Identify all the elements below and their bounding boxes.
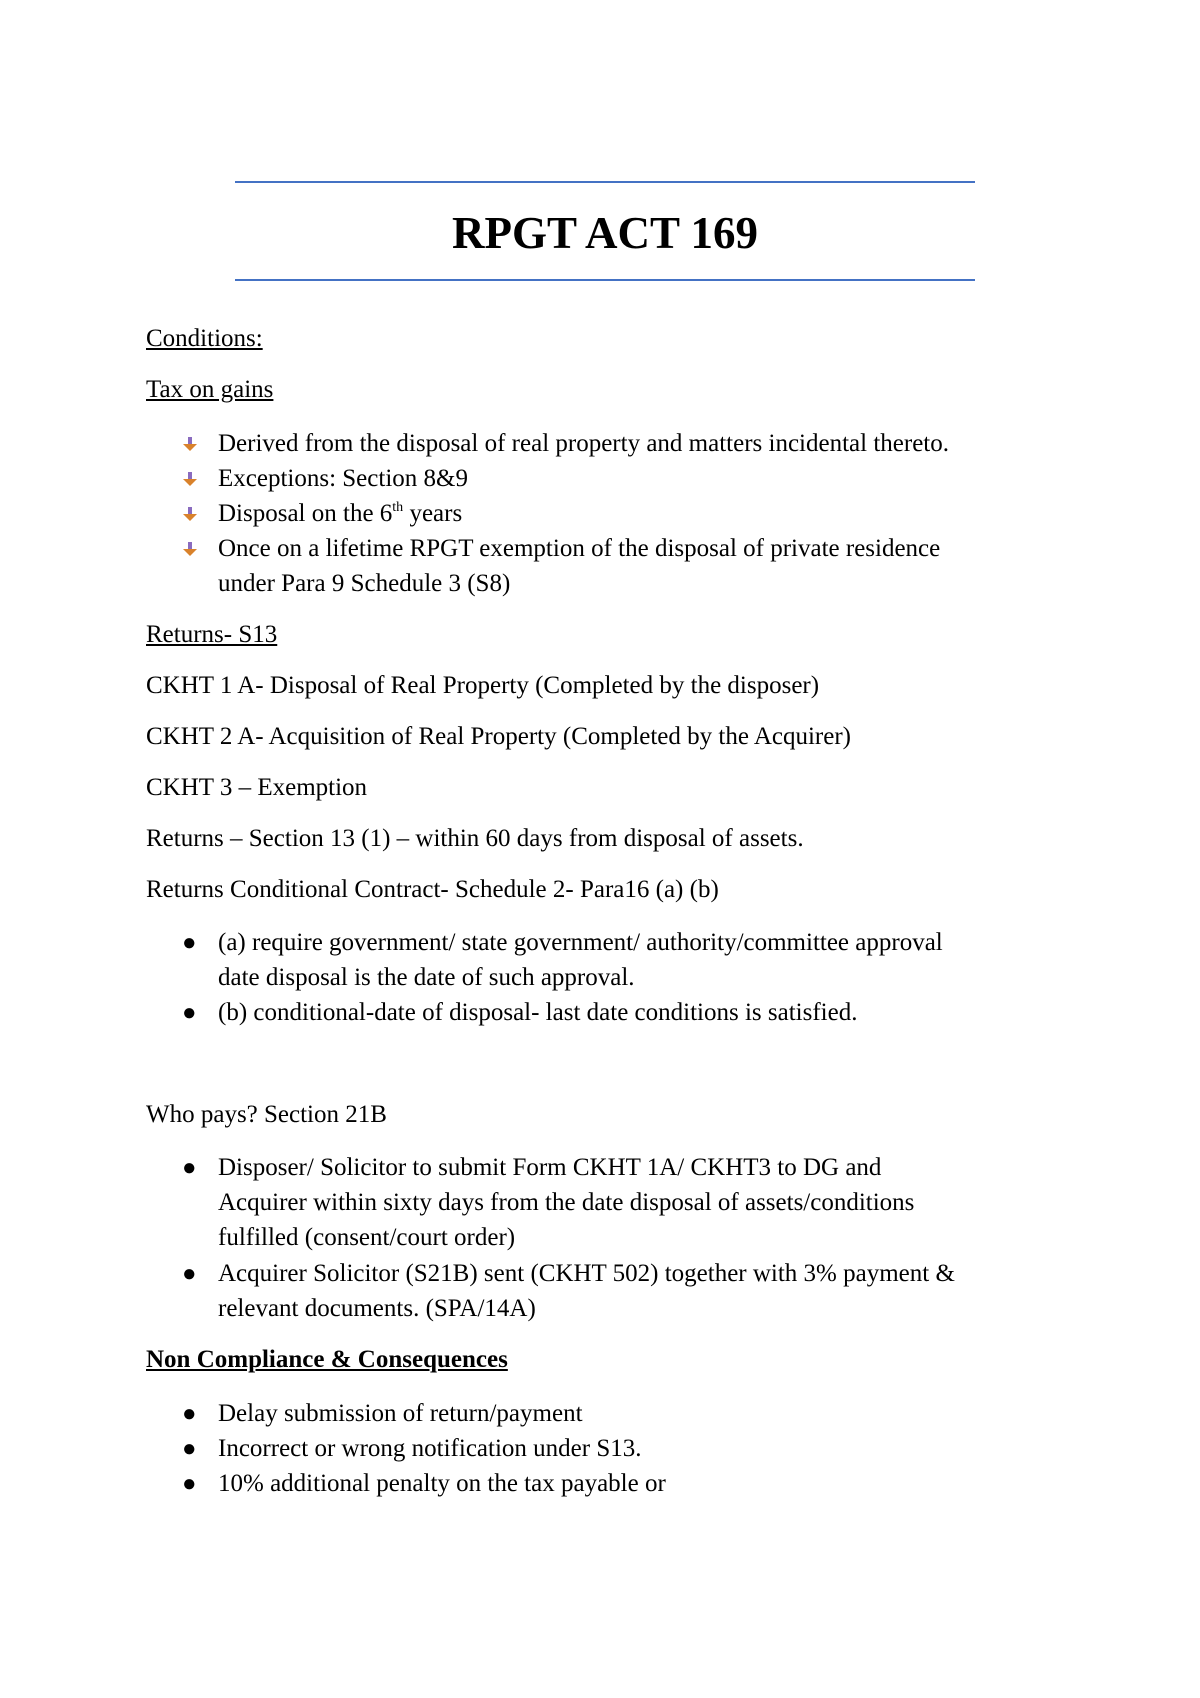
returns-line: Returns – Section 13 (1) – within 60 days from disposal of assets. [146,825,804,852]
arrow-bullet-icon [182,541,198,557]
bullet-dot-icon: ● [182,930,197,956]
bullet-dot-icon: ● [182,1471,197,1497]
tax-heading: Tax on gains [146,376,274,403]
title-top-rule [235,181,975,183]
tax-item-line: Once on a lifetime RPGT exemption of the disposal of private residence [218,535,941,562]
title-bottom-rule [235,279,975,281]
who-pays-item-line: Acquirer Solicitor (S21B) sent (CKHT 502) together with 3% payment & [218,1260,955,1287]
tax-item-text-end: years [403,500,463,527]
bullet-dot-icon: ● [182,1436,197,1462]
document-title: RPGT ACT 169 [452,208,758,258]
tax-item-text: Disposal on the 6 [218,500,393,527]
who-pays-item-line: Disposer/ Solicitor to submit Form CKHT 1A/ CKHT3 to DG and [218,1154,882,1181]
arrow-bullet-icon [182,506,198,522]
bullet-dot-icon: ● [182,1401,197,1427]
bullet-dot-icon: ● [182,1261,197,1287]
bullet-dot-icon: ● [182,1000,197,1026]
tax-item-line: under Para 9 Schedule 3 (S8) [218,570,511,597]
who-pays-item-line: Acquirer within sixty days from the date disposal of assets/conditions [218,1189,915,1216]
tax-item: Derived from the disposal of real property and matters incidental thereto. [218,430,949,457]
noncompliance-heading: Non Compliance & Consequences [146,1346,508,1373]
returns-line: Returns Conditional Contract- Schedule 2- Para16 (a) (b) [146,876,719,903]
conditions-heading: Conditions: [146,325,263,352]
returns-line: CKHT 2 A- Acquisition of Real Property (Completed by the Acquirer) [146,723,851,750]
returns-line: CKHT 3 – Exemption [146,774,368,801]
returns-heading: Returns- S13 [146,621,278,648]
returns-line: CKHT 1 A- Disposal of Real Property (Completed by the disposer) [146,672,820,699]
tax-item [218,496,462,532]
bullet-dot-icon: ● [182,1155,197,1181]
who-pays-item-line: relevant documents. (SPA/14A) [218,1295,536,1322]
who-pays-heading: Who pays? Section 21B [146,1101,387,1128]
ordinal-suffix: th [392,500,404,515]
conditional-item-line: date disposal is the date of such approval. [218,964,635,991]
arrow-bullet-icon [182,471,198,487]
noncompliance-item: 10% additional penalty on the tax payable or [218,1470,666,1497]
arrow-bullet-icon [182,436,198,452]
noncompliance-item: Delay submission of return/payment [218,1400,583,1427]
noncompliance-item: Incorrect or wrong notification under S13. [218,1435,642,1462]
tax-item: Exceptions: Section 8&9 [218,465,468,492]
conditional-item-line: (a) require government/ state government/ authority/committee approval [218,929,943,956]
who-pays-item-line: fulfilled (consent/court order) [218,1224,516,1251]
conditional-item: (b) conditional-date of disposal- last date conditions is satisfied. [218,999,858,1026]
